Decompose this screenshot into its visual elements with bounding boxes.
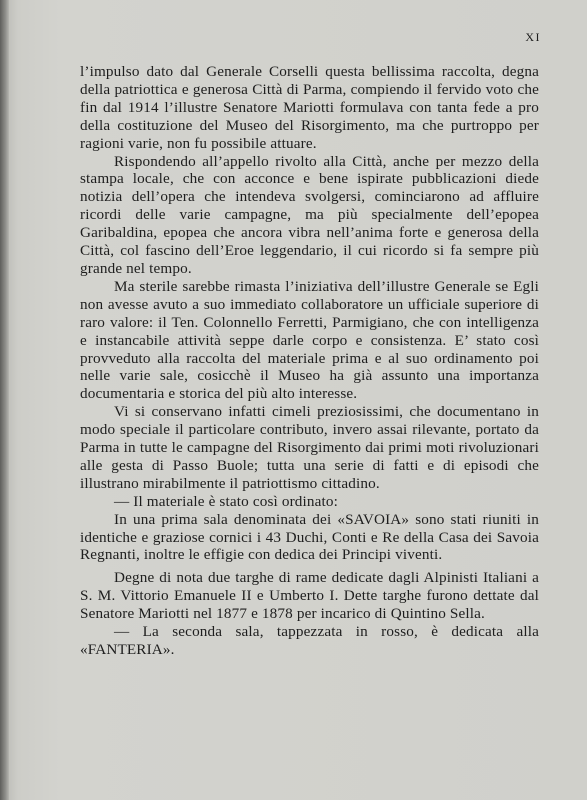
paragraph-8: — La seconda sala, tappezzata in rosso, è dedicata alla «FANTERIA».: [80, 623, 539, 658]
paragraph-1: l’impulso dato dal Generale Corselli questa bellissima raccolta, degna della patriottica e generosa Città di Parma, compiendo il fervido voto che fin dal 1914 l’illustre Senatore Mariotti formulava con tanta fede a pro della costituzione del Museo del Risorgimento, ma che purtroppo per ragioni varie, non fu possibile attuare.: [80, 63, 539, 152]
page-body-text: [80, 63, 539, 659]
paragraph-4: Vi si conservano infatti cimeli preziosissimi, che documentano in modo speciale il particolare contributo, invero assai rilevante, portato da Parma in tutte le campagne del Risorgimento dai primi moti rivoluzionari alle gesta di Passo Buole; tutta una serie di fatti e di episodi che illustrano mirabilmente il patriottismo cittadino.: [80, 403, 539, 492]
paragraph-6: In una prima sala denominata dei «SAVOIA» sono stati riuniti in identiche e graziose cornici i 43 Duchi, Conti e Re della Casa dei Savoia Regnanti, inoltre le effigie con dedica dei Principi viventi.: [80, 510, 539, 564]
paragraph-3: Ma sterile sarebbe rimasta l’iniziativa dell’illustre Generale se Egli non avesse avuto a suo immediato collaboratore un ufficiale superiore di raro valore: il Ten. Colonnello Ferretti, Parmigiano, che con intelligenza e instancabile attività seppe darle corpo e consistenza. E’ stato così provveduto alla raccolta del materiale prima e al suo ordinamento poi nelle varie sale, cosicchè il Museo ha già assunto una importanza documentaria e storica del più alto interesse.: [80, 277, 539, 403]
paragraph-5: — Il materiale è stato così ordinato:: [114, 492, 339, 510]
book-binding-edge: [0, 0, 9, 800]
page-number: XI: [525, 30, 541, 44]
paragraph-2: Rispondendo all’appello rivolto alla Città, anche per mezzo della stampa locale, che con acconce e bene ispirate pubblicazioni diede notizia dell’opera che intendeva svolgersi, cominciarono ad affluire ricordi delle varie campagne, ma più specialmente dell’epopea Garibaldina, epopea che ancora vibra nell’anima forte e generosa della Città, col fascino dell’Eroe leggendario, il cui ricordo si fa sempre più grande nel tempo.: [80, 152, 539, 277]
paragraph-7: Degne di nota due targhe di rame dedicate dagli Alpinisti Italiani a S. M. Vittorio Emanuele II e Umberto I. Dette targhe furono dettate dal Senatore Mariotti nel 1877 e 1878 per incarico di Quintino Sella.: [80, 569, 539, 623]
